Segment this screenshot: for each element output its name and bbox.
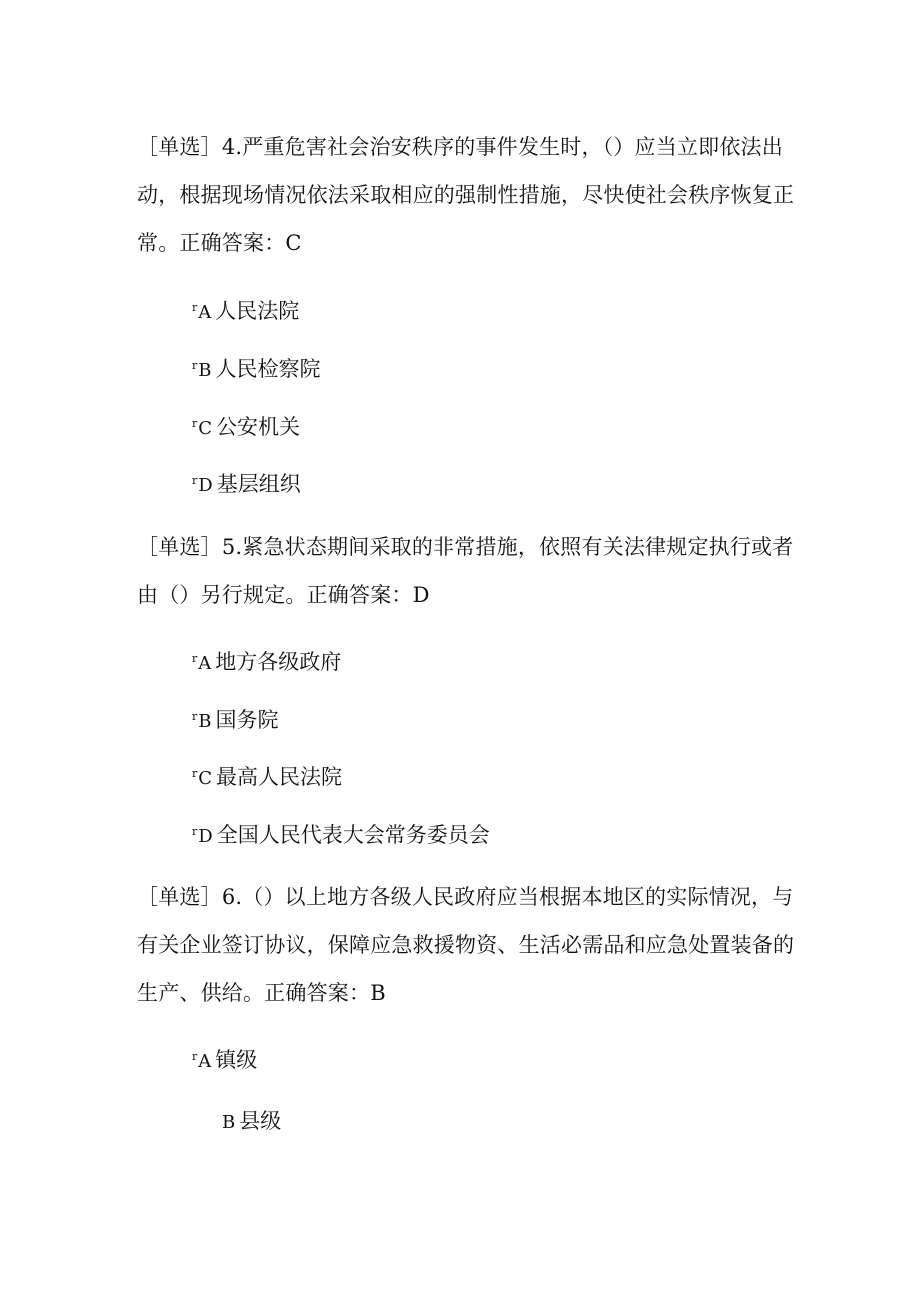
option-marker: r	[192, 474, 198, 487]
option-marker: r	[192, 301, 198, 314]
option-marker: r	[192, 710, 198, 723]
option-marker: r	[192, 767, 198, 780]
option-text: 县级	[239, 1109, 282, 1133]
option-text: 基层组织	[216, 472, 301, 496]
option-letter: A	[198, 302, 212, 323]
option-letter: B	[198, 711, 212, 732]
option-letter: A	[198, 1051, 212, 1072]
question-number: 5.	[221, 535, 243, 559]
question-number: 4.	[221, 135, 243, 159]
option-letter: B	[198, 360, 212, 381]
option-letter: C	[198, 768, 213, 789]
option-marker: r	[192, 359, 198, 372]
question-4	[137, 123, 807, 267]
option-marker: r	[192, 652, 198, 665]
option-marker: r	[192, 825, 198, 838]
option-4b	[192, 351, 321, 386]
option-letter: A	[198, 653, 212, 674]
option-letter: D	[198, 475, 213, 496]
option-text: 地方各级政府	[215, 650, 342, 674]
option-text: 全国人民代表大会常务委员会	[216, 823, 490, 847]
question-stem: （）以上地方各级人民政府应当根据本地区的实际情况，与有关企业签订协议，保障应急救援物资、生活必需品和应急处置装备的生产、供给。正确答案：	[137, 885, 795, 1005]
option-6b	[222, 1106, 281, 1138]
option-text: 人民检察院	[215, 357, 321, 381]
option-letter: D	[198, 826, 213, 847]
option-text: 最高人民法院	[216, 765, 343, 789]
option-6a	[192, 1042, 257, 1077]
question-number: 6.	[221, 885, 243, 909]
correct-answer: D	[412, 583, 430, 607]
question-type-tag: ［单选］	[137, 135, 222, 159]
option-text: 国务院	[215, 708, 279, 732]
question-stem: 紧急状态期间采取的非常措施，依照有关法律规定执行或者由（）另行规定。正确答案：	[137, 535, 794, 607]
option-text: 人民法院	[215, 299, 300, 323]
question-5	[137, 523, 807, 619]
question-type-tag: ［单选］	[137, 535, 222, 559]
option-5d	[192, 817, 490, 852]
question-type-tag: ［单选］	[137, 885, 222, 909]
option-marker: r	[192, 417, 198, 430]
option-text: 公安机关	[216, 415, 301, 439]
correct-answer: B	[370, 981, 386, 1005]
option-text: 镇级	[215, 1048, 258, 1072]
option-marker: r	[192, 1050, 198, 1063]
question-stem: 严重危害社会治安秩序的事件发生时，（）应当立即依法出动，根据现场情况依法采取相应的强制性措施，尽快使社会秩序恢复正常。正确答案：	[137, 135, 795, 255]
option-4a	[192, 293, 299, 328]
option-4c	[192, 409, 300, 444]
question-6	[137, 873, 807, 1017]
option-5a	[192, 644, 341, 679]
option-4d	[192, 466, 301, 501]
option-5c	[192, 759, 342, 794]
option-5b	[192, 702, 279, 737]
correct-answer: C	[285, 231, 302, 255]
option-letter: C	[198, 418, 213, 439]
option-letter: B	[222, 1112, 236, 1133]
